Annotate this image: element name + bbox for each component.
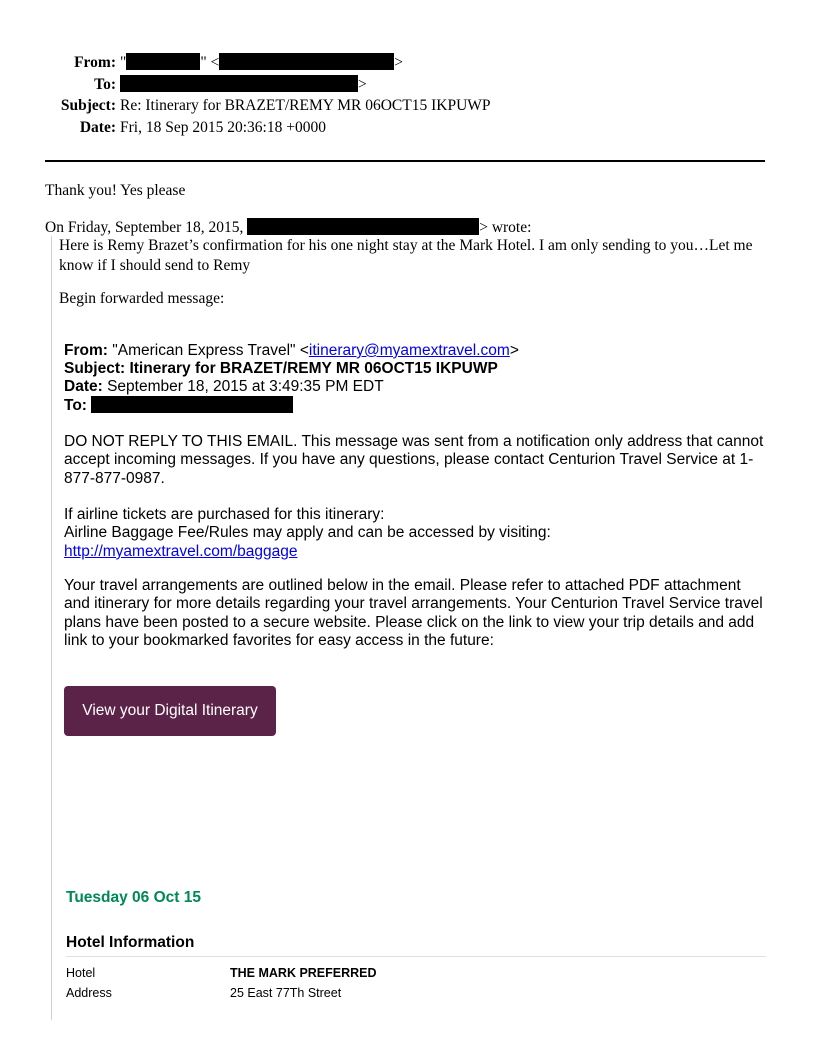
fwd-from-row (64, 342, 769, 360)
subject-label: Subject: (60, 97, 116, 114)
address-row (66, 986, 766, 1000)
forwarded-header (64, 342, 769, 415)
quote-bar (51, 236, 52, 1020)
address-key: Address (66, 986, 112, 1000)
email-header (0, 52, 560, 138)
redacted-from-email (219, 53, 394, 70)
redacted-sender (247, 218, 479, 235)
header-divider (45, 160, 765, 162)
address-value: 25 East 77Th Street (230, 986, 342, 1000)
redacted-to-email (120, 75, 358, 92)
on-wrote-suffix: > wrote: (479, 219, 532, 236)
hotel-row (66, 966, 766, 980)
baggage-line-1: If airline tickets are purchased for this itinerary: (64, 506, 385, 523)
from-row (0, 52, 560, 74)
fwd-from-name: "American Express Travel" < (112, 342, 309, 359)
from-label: From: (74, 54, 116, 71)
notice-paragraph: DO NOT REPLY TO THIS EMAIL. This message was sent from a notification only address that cannot accept incoming messages. If you have any questions, please contact Centurion Travel Service at 1-877-877-0987. (64, 433, 764, 487)
date-value: Fri, 18 Sep 2015 20:36:18 +0000 (120, 118, 326, 136)
to-row (0, 74, 560, 96)
arrangements-paragraph: Your travel arrangements are outlined below in the email. Please refer to attached PDF attachment and itinerary for more details regarding your travel arrangements. Your Centurion Travel Service travel plans have been posted to a secure website. Please click on the link to view your trip details and add link to your bookmarked favorites for easy access in the future: (64, 577, 763, 650)
begin-forwarded: Begin forwarded message: (59, 290, 225, 307)
to-value: > (120, 74, 560, 96)
to-label: To: (94, 75, 116, 93)
fwd-to-row (64, 396, 769, 415)
fwd-subject-row (64, 360, 769, 378)
fwd-date-row (64, 378, 769, 396)
hotel-section-title: Hotel Information (66, 934, 195, 951)
date-label: Date: (79, 118, 116, 136)
reply-text: Thank you! Yes please (45, 182, 186, 199)
itinerary-date: Tuesday 06 Oct 15 (66, 889, 201, 906)
hotel-divider (66, 956, 766, 957)
fwd-to-label: To: (64, 397, 87, 414)
from-value: " " < > (120, 54, 404, 71)
baggage-paragraph (64, 506, 764, 561)
quoted-message: Here is Remy Brazet’s confirmation for his one night stay at the Mark Hotel. I am only sending to you…Let me know if I should send to Remy (59, 237, 753, 274)
baggage-line-2: Airline Baggage Fee/Rules may apply and can be accessed by visiting: (64, 524, 551, 542)
date-row (0, 117, 560, 139)
baggage-link[interactable]: http://myamextravel.com/baggage (64, 542, 298, 560)
fwd-from-label: From: (64, 342, 108, 359)
fwd-subject: Itinerary for BRAZET/REMY MR 06OCT15 IKPUWP (129, 360, 498, 377)
fwd-from-close: > (509, 342, 519, 359)
subject-value: Re: Itinerary for BRAZET/REMY MR 06OCT15 IKPUWP (120, 97, 491, 114)
hotel-key: Hotel (66, 966, 96, 980)
hotel-value: THE MARK PREFERRED (230, 966, 377, 980)
fwd-subject-label: Subject: (64, 360, 126, 377)
fwd-from-email-link[interactable]: itinerary@myamextravel.com (308, 342, 510, 359)
redacted-from-name (126, 53, 200, 70)
view-itinerary-button[interactable]: View your Digital Itinerary (64, 686, 276, 736)
subject-row (0, 95, 560, 117)
on-wrote-line (45, 218, 531, 237)
on-wrote-prefix: On Friday, September 18, 2015, (45, 219, 244, 236)
fwd-date-label: Date: (64, 378, 103, 395)
redacted-fwd-to (91, 396, 293, 413)
fwd-date: September 18, 2015 at 3:49:35 PM EDT (107, 378, 384, 395)
